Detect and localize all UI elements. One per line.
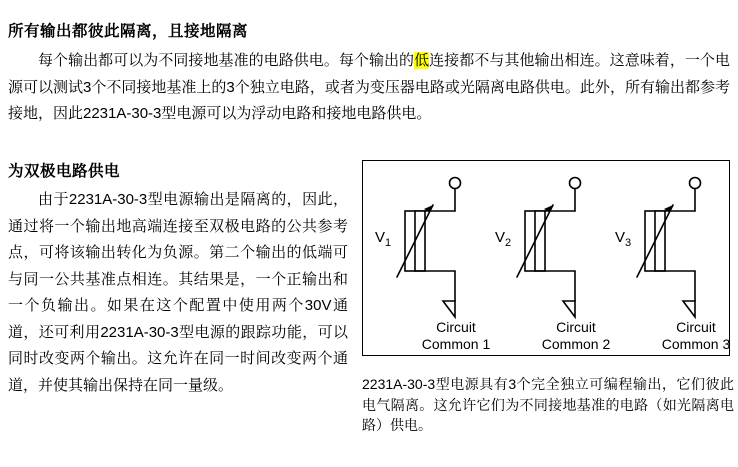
circuit-common-label-1: Circuit Common 1 xyxy=(421,319,491,352)
circuit-diagram-figure xyxy=(362,160,730,356)
source-label-1: $V_1$ xyxy=(375,229,392,249)
source-label-2: $V_2$ xyxy=(495,229,512,249)
section-heading-isolation: 所有输出都彼此隔离，且接地隔离 xyxy=(8,22,249,40)
paragraph-isolation xyxy=(8,48,730,128)
paragraph-isolation-text-before: 每个输出都可以为不同接地基准的电路供电。每个输出的 xyxy=(38,52,415,69)
circuit-common-label-3: Circuit Common 3 xyxy=(661,319,731,352)
circuit-common-label-2: Circuit Common 2 xyxy=(541,319,611,352)
paragraph-bipolar: 由于2231A-30-3型电源输出是隔离的，因此，通过将一个输出地高端连接至双极电路的公共参考点，可将该输出转化为负源。第二个输出的低端可与同一公共基准点相连。其结果是，一个正输出和一个负输出。如果在这个配置中使用两个30V通道，还可利用2231A-30-3型电源的跟踪功能，可以同时改变两个输出。这允许在同一时间改变两个通道，并使其输出保持在同一量级。 xyxy=(8,191,348,394)
figure-caption: 2231A-30-3型电源具有3个完全独立可编程输出，它们彼此电气隔离。这允许它们为不同接地基准的电路（如光隔离电路）供电。 xyxy=(362,376,734,433)
paragraph-isolation-text-after: 连接都不与其他输出相连。这意味着，一个电源可以测试3个不同接地基准上的3个独立电路，或者为变压器电路或光隔离电路供电。此外，所有输出都参考接地，因此2231A-30-3型电源可以为浮动电路和接地电路供电。 xyxy=(8,52,730,122)
source-label-3: $V_3$ xyxy=(615,229,632,249)
section-heading-bipolar: 为双极电路供电 xyxy=(8,162,121,180)
highlighted-term: 低 xyxy=(414,52,430,69)
